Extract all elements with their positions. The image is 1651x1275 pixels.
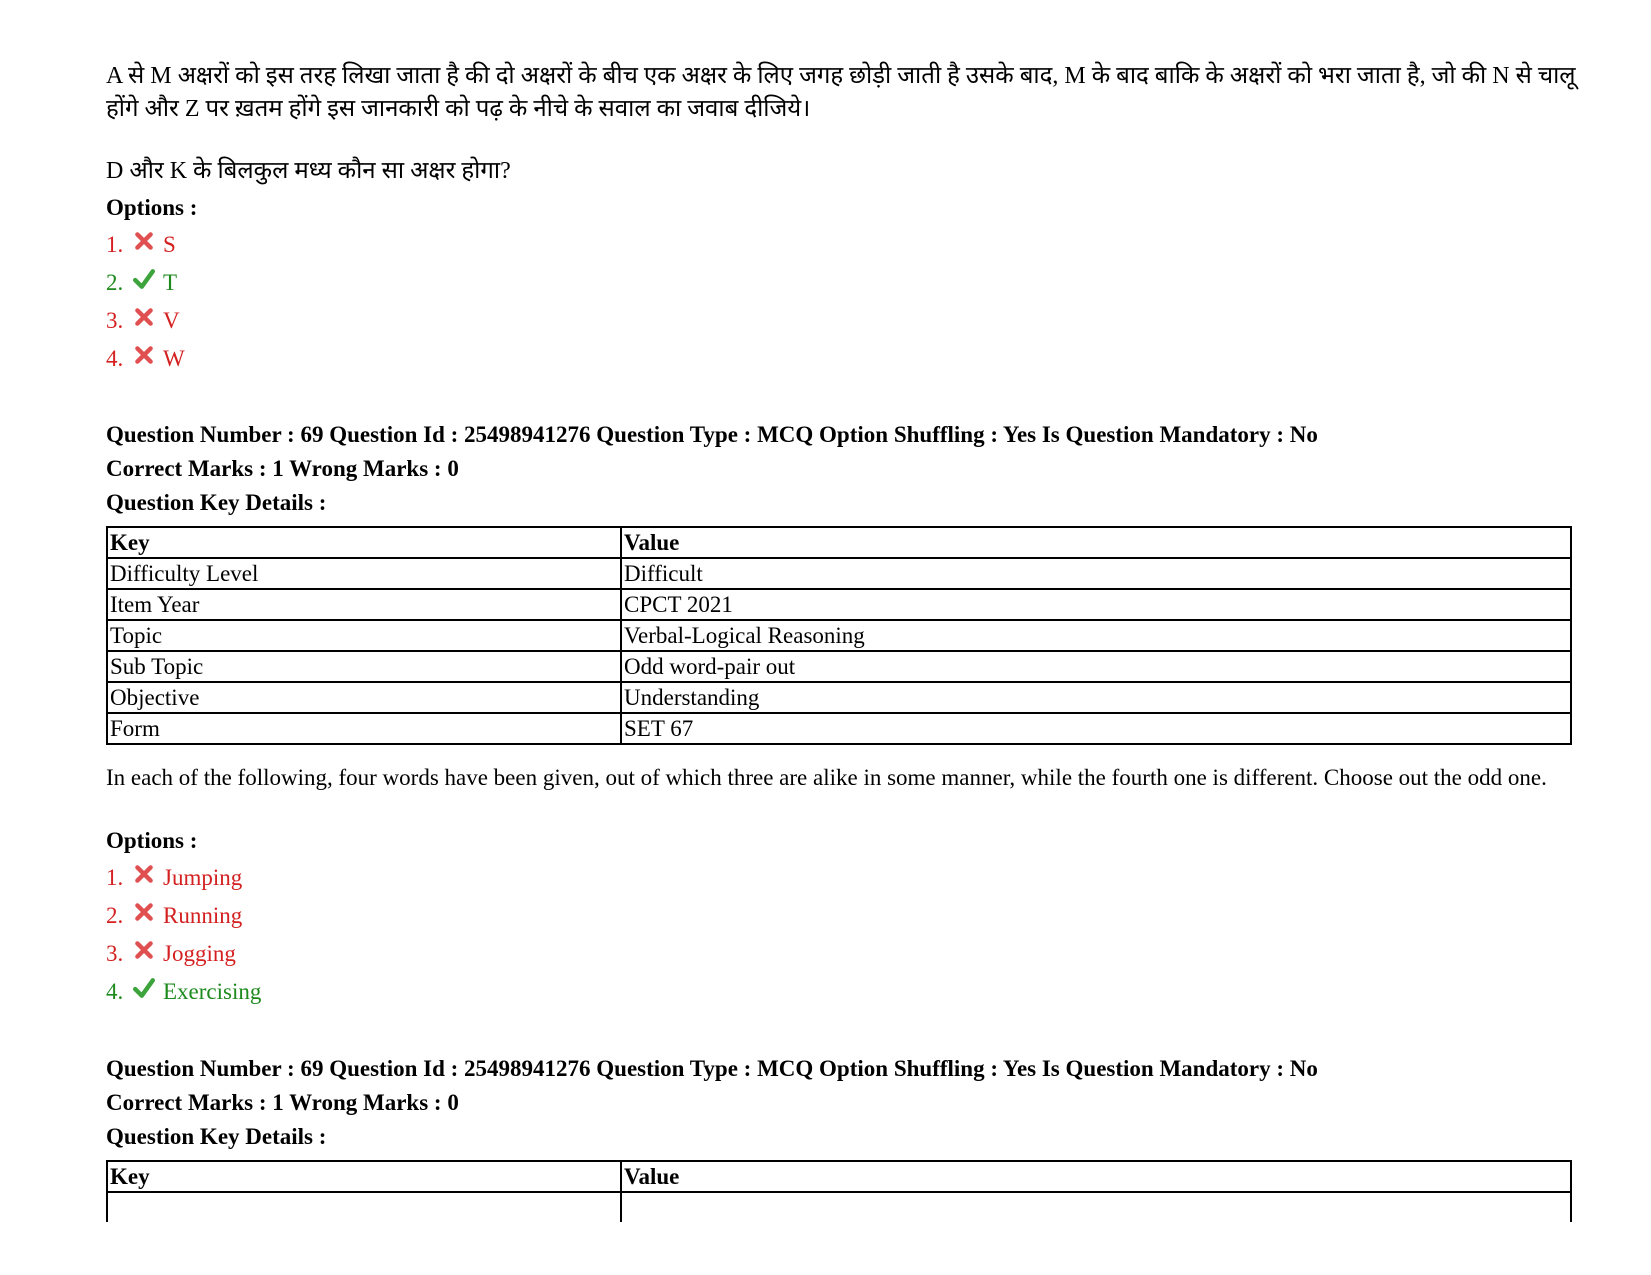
row-key: Difficulty Level [107,558,621,589]
row-value: Difficult [621,558,1571,589]
option-text: W [163,346,185,371]
q2-marks: Correct Marks : 1 Wrong Marks : 0 [106,456,459,481]
q3-key-table [106,1160,1572,1222]
header-key: Key [107,1161,621,1192]
cross-icon [133,306,155,328]
table-row [107,682,1571,713]
option-text: T [163,270,178,295]
option-number: 4. [106,979,124,1004]
option-text: Jumping [163,865,243,890]
table-row [107,1192,1571,1222]
q2-option-4 [106,973,261,1011]
q1-option-3 [106,302,185,340]
row-value [621,1192,1571,1222]
q1-options-label: Options : [106,195,198,220]
q1-option-1 [106,226,185,264]
table-row [107,620,1571,651]
row-key: Item Year [107,589,621,620]
row-key: Form [107,713,621,744]
header-value: Value [621,527,1571,558]
table-row [107,589,1571,620]
header-key: Key [107,527,621,558]
q3-marks: Correct Marks : 1 Wrong Marks : 0 [106,1090,459,1115]
q2-key-details-label: Question Key Details : [106,490,327,515]
q1-option-2 [106,264,185,302]
option-number: 3. [106,941,124,966]
cross-icon [133,939,155,961]
table-header-row [107,1161,1571,1192]
q2-question: In each of the following, four words have been given, out of which three are alike in some manner, while the fourth one is different. Choose out the odd one. [106,765,1547,790]
cross-icon [133,863,155,885]
option-number: 4. [106,346,124,371]
row-value: Understanding [621,682,1571,713]
row-value: CPCT 2021 [621,589,1571,620]
q3-key-details-label: Question Key Details : [106,1124,327,1149]
q1-option-4 [106,340,185,378]
option-number: 1. [106,865,124,890]
cross-icon [133,344,155,366]
cross-icon [133,901,155,923]
q2-option-2 [106,897,261,935]
option-text: S [163,232,176,257]
option-number: 3. [106,308,124,333]
row-key: Sub Topic [107,651,621,682]
check-icon [133,268,155,290]
check-icon [133,977,155,999]
option-number: 2. [106,270,124,295]
option-text: Jogging [163,941,236,966]
row-key: Topic [107,620,621,651]
row-key: Objective [107,682,621,713]
q2-meta: Question Number : 69 Question Id : 25498941276 Question Type : MCQ Option Shuffling : Yes Is Question Mandatory : No [106,422,1318,447]
option-number: 1. [106,232,124,257]
table-row [107,558,1571,589]
q2-options-label: Options : [106,828,198,853]
q1-options-list [106,226,185,378]
q2-option-3 [106,935,261,973]
row-value: Verbal-Logical Reasoning [621,620,1571,651]
option-text: V [163,308,180,333]
q1-passage: A से M अक्षरों को इस तरह लिखा जाता है की दो अक्षरों के बीच एक अक्षर के लिए जगह छोड़ी जाती है उसके बाद, M के बाद बाकि के अक्षरों को भरा जाता है, जो की N से चालू होंगे और Z पर ख़तम होंगे इस जानकारी को पढ़ के नीचे के सवाल का जवाब दीजिये। [106,63,1576,122]
header-value: Value [621,1161,1571,1192]
option-text: Running [163,903,243,928]
row-value: Odd word-pair out [621,651,1571,682]
q2-options-list [106,859,261,1011]
q3-meta: Question Number : 69 Question Id : 25498941276 Question Type : MCQ Option Shuffling : Yes Is Question Mandatory : No [106,1056,1318,1081]
table-row [107,713,1571,744]
q1-question: D और K के बिलकुल मध्य कौन सा अक्षर होगा? [106,158,511,184]
option-number: 2. [106,903,124,928]
table-row [107,651,1571,682]
row-key [107,1192,621,1222]
table-header-row [107,527,1571,558]
option-text: Exercising [163,979,262,1004]
cross-icon [133,230,155,252]
q2-option-1 [106,859,261,897]
row-value: SET 67 [621,713,1571,744]
q2-key-table [106,526,1572,745]
